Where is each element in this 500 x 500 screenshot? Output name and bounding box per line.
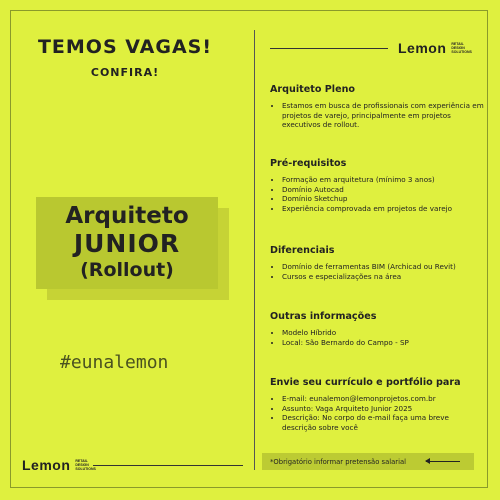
list-item: • E-mail: eunalemon@lemonprojetos.com.br	[282, 394, 485, 404]
logo-tagline: RETAIL DESIGN SOLUTIONS	[451, 42, 472, 54]
arrow-left-icon	[426, 461, 460, 462]
section-title: Outras informações	[270, 311, 377, 322]
section-requirements	[270, 158, 485, 213]
headline: TEMOS VAGAS!	[37, 36, 213, 58]
footer-rule	[93, 465, 243, 466]
list-item: • Modelo Híbrido	[282, 328, 485, 338]
section-list	[270, 328, 485, 347]
lemon-logo-top	[398, 40, 477, 56]
list-item: • Local: São Bernardo do Campo - SP	[282, 338, 485, 348]
section-title: Arquiteto Pleno	[270, 84, 355, 95]
section-list	[270, 101, 485, 130]
list-item: • Estamos em busca de profissionais com experiência em projetos de varejo, principalmente em projetos executivos de rollout.	[282, 101, 485, 130]
logo-wordmark: Lemon	[22, 457, 71, 473]
list-item: • Domínio Autocad	[282, 185, 485, 195]
list-item: • Descrição: No corpo do e-mail faça uma breve descrição sobre você	[282, 413, 485, 432]
role-title-line1: Arquiteto	[65, 203, 189, 229]
salary-notice-text: *Obrigatório informar pretensão salarial	[270, 457, 407, 466]
list-item: • Cursos e especializações na área	[282, 272, 485, 282]
list-item: • Assunto: Vaga Arquiteto Junior 2025	[282, 404, 485, 414]
section-list	[270, 175, 485, 213]
header-rule	[270, 48, 388, 49]
section-title: Pré-requisitos	[270, 158, 347, 169]
logo-tagline: RETAIL DESIGN SOLUTIONS	[75, 459, 96, 471]
role-box	[36, 197, 218, 289]
subheadline: CONFIRA!	[90, 66, 160, 79]
list-item: • Domínio Sketchup	[282, 194, 485, 204]
salary-notice	[262, 453, 474, 470]
section-list	[270, 394, 485, 432]
section-list	[270, 262, 485, 281]
lemon-logo-bottom	[22, 457, 101, 473]
list-item: • Domínio de ferramentas BIM (Archicad ou Revit)	[282, 262, 485, 272]
section-differentials	[270, 245, 485, 281]
section-title: Diferenciais	[270, 245, 335, 256]
section-apply	[270, 377, 485, 432]
list-item: • Formação em arquitetura (mínimo 3 anos)	[282, 175, 485, 185]
list-item: • Experiência comprovada em projetos de varejo	[282, 204, 485, 214]
section-job	[270, 84, 485, 130]
vertical-divider	[254, 30, 255, 470]
role-title-line2: JUNIOR	[73, 229, 181, 258]
logo-wordmark: Lemon	[398, 40, 447, 56]
section-title: Envie seu currículo e portfólio para	[270, 377, 461, 388]
role-title-line3: (Rollout)	[80, 259, 174, 281]
section-other-info	[270, 311, 485, 347]
hashtag: #eunalemon	[60, 352, 169, 373]
